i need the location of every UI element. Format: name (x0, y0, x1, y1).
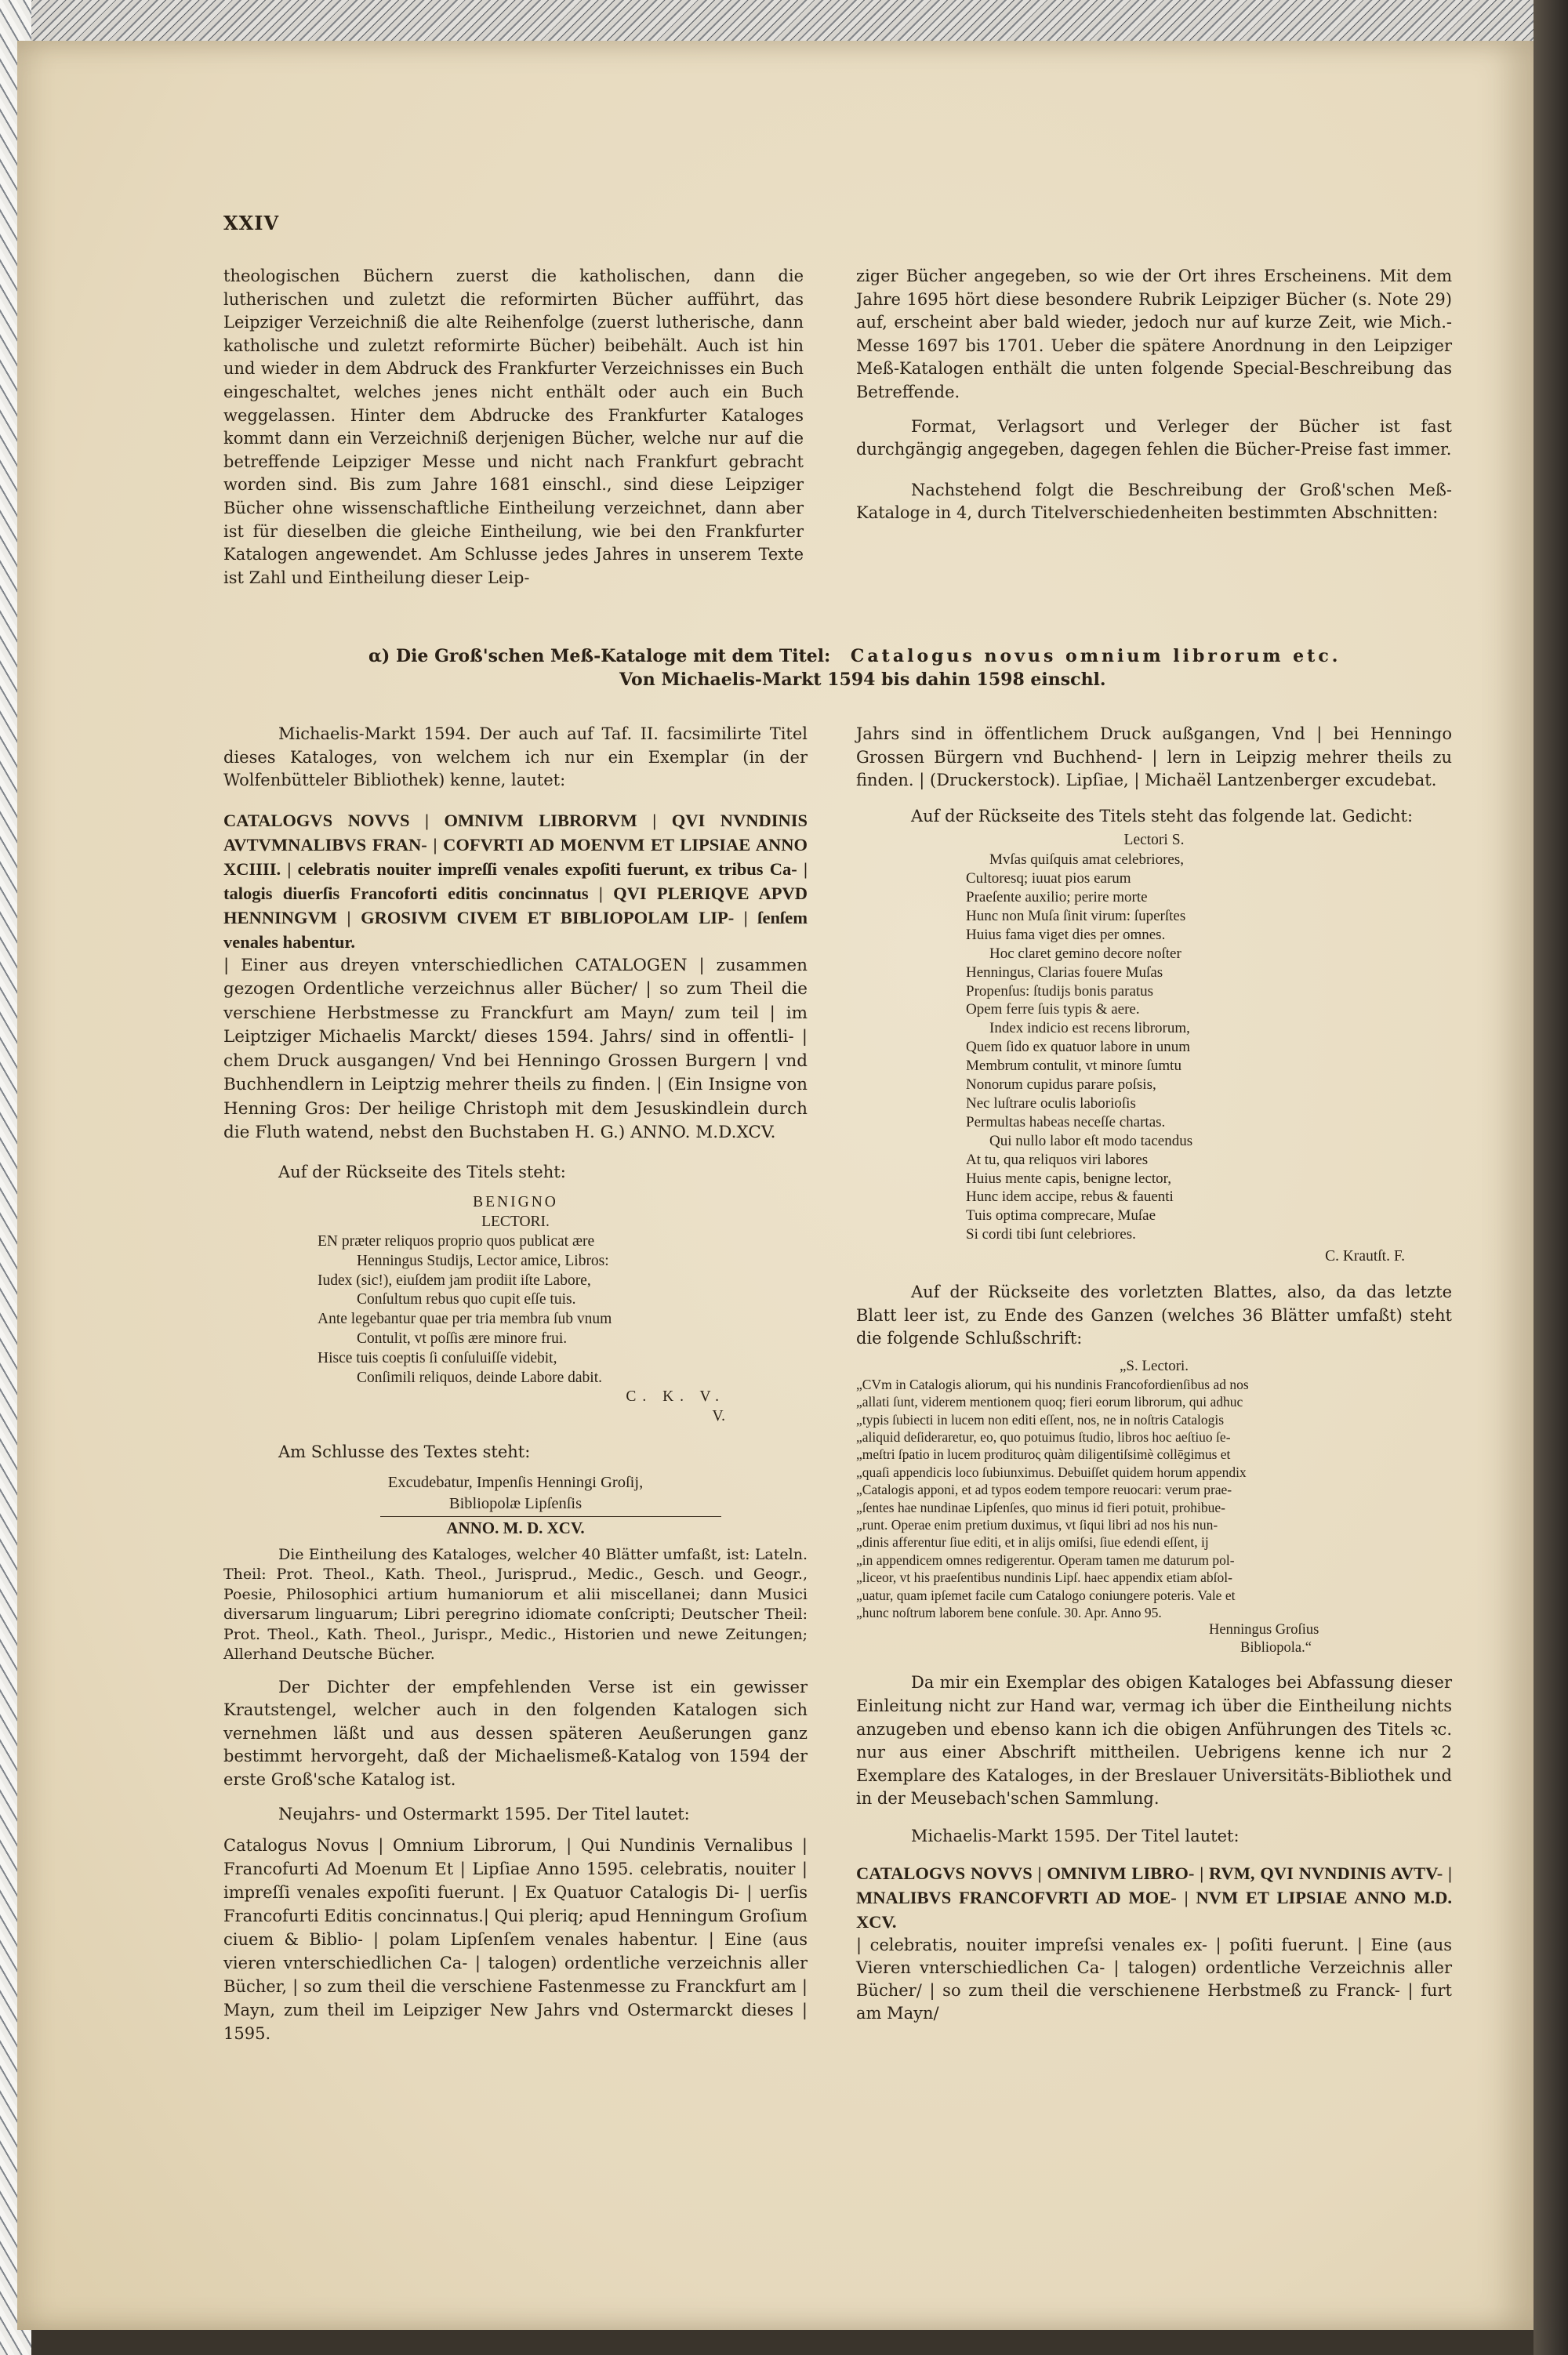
rueckseite-label: Auf der Rückseite des Titels steht: (278, 1162, 566, 1181)
schluss-line: „quaſi appendicis loco ſubiunximus. Debuiſſet quidem horum appendix (856, 1464, 1247, 1480)
lectori-poem (966, 851, 1405, 1244)
right-intro-paragraph-3: Nachstehend folgt die Beschreibung der Groß'schen Meß-Kataloge in 4, durch Titelverschiedenheiten bestimmten Abschnitten: (856, 480, 1452, 523)
schluss-line: „CVm in Catalogis aliorum, qui his nundinis Francofordienſibus ad nos (856, 1376, 1249, 1392)
poem-line: Permultas habeas neceſſe chartas. (966, 1113, 1166, 1130)
poem-subheading: LECTORI. (481, 1214, 550, 1231)
poem-line: Hunc idem accipe, rebus & fauenti (966, 1188, 1174, 1206)
schluss-line: „dinis afferentur ſiue editi, et in alijs omiſsi, ſiue edendi eſſent, ij (856, 1534, 1209, 1551)
poem-line: Conſimili reliquos, deinde Labore dabit. (357, 1369, 603, 1386)
colophon-year: ANNO. M. D. XCV. (446, 1518, 585, 1537)
poem-line: Opem ferre ſuis typis & aere. (966, 1001, 1140, 1018)
schluss-line: „typis ſubiecti in lucem non editi eſſent, nos, ne in noſtris Catalogis (856, 1411, 1225, 1428)
poem-line: Huius fama viget dies per omnes. (966, 926, 1166, 943)
poem-line: Propenſus: ſtudijs bonis paratus (966, 982, 1154, 1000)
poem-line: Iudex (sic!), eiuſdem jam prodiit iſte Labore, (318, 1272, 591, 1289)
poem-line: Hoc claret gemino decore noſter (989, 945, 1181, 962)
left-intro-column (223, 265, 804, 590)
poem-line: Ante legebantur quae per tria membra ſub vnum (318, 1311, 612, 1328)
mm1594-continuation: Jahrs sind in öffentlichem Druck außgangen, Vnd | bei Henningo Grossen Bürgern vnd Buchhend- | lern in Leipzig mehrer theils zu finden. | (Druckerstock). Lipſiae, | Michaël Lantzenberger excudebat. (856, 724, 1452, 790)
schluss-line: „uatur, quam ipſemet facile cum Catalogo coniungere poteris. Vale et (856, 1587, 1236, 1603)
vorletzt-paragraph: Auf der Rückseite des vorletzten Blattes, also, da das letzte Blatt leer ist, zu Ende des Ganzen (welches 36 Blätter umfaßt) steht die folgende Schlußschrift: (856, 1283, 1452, 1348)
mm1595-title-rest: | celebratis, nouiter impreſsi venales ex- | poſiti fuerunt. | Eine (aus Vieren vnterschiedlichen Ca- | talogen) ordentliche Verzeichnis aller Bücher/ | so zum theil die verschienene Herbstmeß zu Franck- | furt am Mayn/ (856, 1935, 1452, 2023)
schluss-text (856, 1376, 1452, 1622)
poem-line: Mvſas quiſquis amat celebriores, (989, 851, 1184, 869)
mm1595-title-latin: CATALOGVS NOVVS | OMNIVM LIBRO- | RVM, QVI NVNDINIS AVTV- | MNALIBVS FRANCOFVRTI AD MOE- | NVM ET LIPSIAE ANNO M.D. XCV. (856, 1863, 1452, 1932)
mm1594-title-latin: CATALOGVS NOVVS | OMNIVM LIBRORVM | QVI NVNDINIS AVTVMNALIBVS FRAN- | COFVRTI AD MOENVM ET LIPSIAE ANNO XCIIII. | celebratis nouiter impreſſi venales expoſiti fuerunt, ex tribus Ca- | talogis diuerſis Francoforti editis concinnatus | QVI PLERIQVE APVD HENNINGVM | GROSIVM CIVEM ET BIBLIOPOLAM LIP- | ſenſem venales habentur. (223, 810, 808, 952)
poem-signature: C. K. V. (626, 1388, 725, 1406)
mm1594-intro: Michaelis-Markt 1594. Der auch auf Taf. II. facsimilirte Titel dieses Kataloges, von welchem ich nur ein Exemplar (in der Wolfenbütteler Bibliothek) kenne, lautet: (223, 724, 808, 790)
right-intro-column (856, 265, 1452, 525)
schluss-line: „allati ſunt, viderem mentionem quoq; fieri eorum librorum, qui adhuc (856, 1394, 1243, 1410)
schluss-line: „in appendicem omnes redigerentur. Operam tamen me daturum pol- (856, 1551, 1235, 1568)
nm1595-intro: Neujahrs- und Ostermarkt 1595. Der Titel lautet: (278, 1804, 690, 1823)
poem-line: Huius mente capis, benigne lector, (966, 1170, 1171, 1187)
poem-heading: Lectori S. (1123, 832, 1185, 849)
schluss-line: „meſtri ſpatio in lucem proditurος quàm diligentiſsimè collēgimus et (856, 1446, 1231, 1463)
eintheilung-paragraph: Die Eintheilung des Kataloges, welcher 40 Blätter umfaßt, ist: Lateln. Theil: Prot. Theol., Kath. Theol., Jurisprud., Medic., Gesch. und Geogr., Poesie, Philosophici artium humaniorum et alii miscellanei; dann Musici diversarum linguarum; Libri peregrino idiomate conſcripti; Deutscher Theil: Prot. Theol., Kath. Theol., Jurispr., Medic., Historien und newe Zeitungen; Allerhand Deutsche Bücher. (223, 1545, 808, 1664)
poem-line: Contulit, vt poſſis ære minore frui. (357, 1330, 568, 1347)
dichter-paragraph: Der Dichter der empfehlenden Verse ist ein gewisser Krautstengel, welcher auch in den folgenden Katalogen sich vernehmen läßt und aus dessen späteren Aeußerungen ganz bestimmt hervorgeht, daß der Michaelismeß-Katalog von 1594 der erste Groß'sche Katalog ist. (223, 1677, 808, 1789)
section-heading-range: Von Michaelis-Markt 1594 bis dahin 1598 einschl. (619, 669, 1106, 690)
poem-line: Quem ſido ex quatuor labore in unum (966, 1039, 1190, 1056)
right-main-column (856, 723, 1452, 2025)
poem-line: Qui nullo labor eſt modo tacendus (989, 1132, 1193, 1149)
mm1594-title-german: | Einer aus dreyen vnterschiedlichen CATALOGEN | zusammen gezogen Ordentliche verzeichnus aller Bücher/ | so zum Theil die verschiene Herbstmesse zu Franckfurt am Mayn/ zum teil | im Leiptziger Michaelis Marckt/ dieses 1594. Jahrs/ sind in offentli- | chem Druck ausgangen/ Vnd bei Henningo Grossen Burgern | vnd Buchhendlern in Leiptzig mehrer theils zu finden. | (Ein Insigne von Henning Gros: Der heilige Christoph mit dem Jesuskindlein durch die Fluth watend, nebst den Buchstaben H. G.) ANNO. M.D.XCV. (223, 955, 808, 1143)
schluss-line: „hunc noſtrum laborem bene conſule. 30. Apr. Anno 95. (856, 1605, 1162, 1621)
section-heading (368, 644, 1450, 691)
mm1595-intro: Michaelis-Markt 1595. Der Titel lautet: (911, 1827, 1240, 1846)
poem-line: Membrum contulit, vt minore ſumtu (966, 1058, 1181, 1075)
poem-line: EN præter reliquos proprio quos publicat ære (318, 1232, 595, 1250)
right-intro-paragraph-1: ziger Bücher angegeben, so wie der Ort ihres Erscheinens. Mit dem Jahre 1695 hört diese besondere Rubrik Leipziger Bücher (s. Note 29) auf, erscheint aber bald wieder, jedoch nur auf kurze Zeit, wie Mich.-Messe 1697 bis 1701. Ueber die spätere Anordnung in den Leipziger Meß-Katalogen enthält die unten folgende Special-Beschreibung das Betreffende. (856, 267, 1452, 401)
schluss-line: „aliquid deſideraretur, eo, quo potuimus ſtudio, libros hoc aeſtiuo ſe- (856, 1429, 1231, 1445)
schluss-line: „Catalogis apponi, et ad typos eodem tempore reuocari: verum prae- (856, 1482, 1232, 1498)
section-heading-german: α) Die Groß'schen Meß-Kataloge mit dem Titel: (368, 646, 831, 666)
left-intro-paragraph: theologischen Büchern zuerst die katholischen, dann die lutherischen und zuletzt die reformirten Bücher aufführt, das Leipziger Verzeichniß die alte Reihenfolge (zuerst lutherische, dann katholische und zuletzt reformirte Bücher) beibehält. Auch ist hin und wieder in dem Abdruck des Frankfurter Verzeichnisses ein Buch eingeschaltet, welches jenes nicht enthält oder auch ein Buch weggelassen. Hinter dem Abdrucke des Frankfurter Kataloges kommt dann ein Verzeichniß derjenigen Bücher, welche nur auf die betreffende Leipziger Messe und nicht nach Frankfurt gebracht worden sind. Bis zum Jahre 1681 einschl., sind diese Leipziger Bücher ohne wissenschaftliche Eintheilung verzeichnet, dann aber ist für dieselben die gleiche Eintheilung, wie bei den Frankfurter Katalogen angewendet. Am Schlusse jedes Jahres in unserem Texte ist Zahl und Eintheilung dieser Leip- (223, 267, 804, 587)
schluss-label: Am Schlusse des Textes steht: (278, 1442, 531, 1461)
colophon-line: Excudebatur, Impenſis Henningi Groſij, (387, 1473, 644, 1491)
exemplar-note: Da mir ein Exemplar des obigen Kataloges bei Abfassung dieser Einleitung nicht zur Hand war, vermag ich über die Eintheilung nichts anzugeben und ebenso kann ich die obigen Anführungen des Titels ꝛc. nur aus einer Abschrift mittheilen. Uebrigens kenne ich nur 2 Exemplare des Kataloges, in der Breslauer Universitäts-Bibliothek und in der Meusebach'schen Sammlung. (856, 1673, 1452, 1809)
schluss-line: „runt. Operae enim pretium duximus, vt ſiqui libri ad nos his nun- (856, 1517, 1218, 1533)
page-number: XXIV (223, 212, 280, 234)
poem-line: Cultoresq; iuuat pios earum (966, 870, 1131, 887)
right-intro-paragraph-2: Format, Verlagsort und Verleger der Bücher ist fast durchgängig angegeben, dagegen fehlen die Bücher-Preise fast immer. (856, 416, 1452, 459)
poem-line: Nonorum cupidus parare poſsis, (966, 1076, 1156, 1094)
left-main-column (223, 723, 808, 2045)
schluss-heading: „S. Lectori. (1119, 1357, 1189, 1374)
poem-heading: BENIGNO (473, 1194, 558, 1211)
poem-signature: C. Krautſt. F. (1325, 1248, 1405, 1265)
poem-line: At tu, qua reliquos viri labores (966, 1151, 1149, 1168)
poem-line: Tuis optima comprecare, Muſae (966, 1207, 1156, 1225)
benigno-poem (318, 1232, 757, 1427)
poem-line: Si cordi tibi ſunt celebriores. (966, 1226, 1136, 1243)
poem-line: Henningus, Clarias fouere Muſas (966, 963, 1163, 981)
page-edge-shadow (1534, 0, 1568, 2355)
nm1595-title: Catalogus Novus | Omnium Librorum, | Qui Nundinis Vernalibus | Francofurti Ad Moenum Et | Lipſiae Anno 1595. celebratis, nouiter | impreſſi venales expoſiti fuerunt. | Ex Quatuor Catalogis Di- | uerſis Francofurti Editis concinnatus.| Qui pleriq; apud Henningum Groſium ciuem & Biblio- | polam Lipſenſem venales habentur. | Eine (aus vieren vnterschiedlichen Ca- | talogen) ordentliche verzeichnis aller Bücher, | so zum theil die verschiene Fastenmesse zu Franckfurt am | Mayn, zum theil im Leipziger New Jahrs vnd Ostermarckt dieses | 1595. (223, 1836, 808, 2044)
poem-line: Conſultum rebus quo cupit eſſe tuis. (357, 1291, 576, 1308)
section-heading-latin: Catalogus novus omnium librorum etc. (850, 646, 1341, 666)
poem-line: Hisce tuis coeptis ſi conſuluiſſe videbit, (318, 1349, 557, 1366)
poem-signature: V. (712, 1408, 725, 1425)
colophon-line: Bibliopolæ Lipſenſis (448, 1494, 583, 1512)
schluss-line: „liceor, vt his praeſentibus nundinis Lipſ. haec appendix etiam abſol- (856, 1569, 1232, 1586)
schluss-signature: Bibliopola.“ (1240, 1640, 1312, 1656)
schluss-signature: Henningus Groſius (1209, 1622, 1319, 1638)
poem-line: Nec luſtrare oculis laborioſis (966, 1094, 1136, 1112)
schluss-line: „ſentes hae nundinae Lipſenſes, quo minus id fieri potuit, prohibue- (856, 1499, 1225, 1515)
poem-line: Hunc non Muſa ſinit virum: ſuperſtes (966, 907, 1186, 924)
poem-line: Praeſente auxilio; perire morte (966, 888, 1148, 905)
poem-line: Index indicio est recens librorum, (989, 1020, 1190, 1037)
rueckseite-label: Auf der Rückseite des Titels steht das folgende lat. Gedicht: (911, 806, 1414, 826)
poem-line: Henningus Studijs, Lector amice, Libros: (357, 1252, 609, 1269)
